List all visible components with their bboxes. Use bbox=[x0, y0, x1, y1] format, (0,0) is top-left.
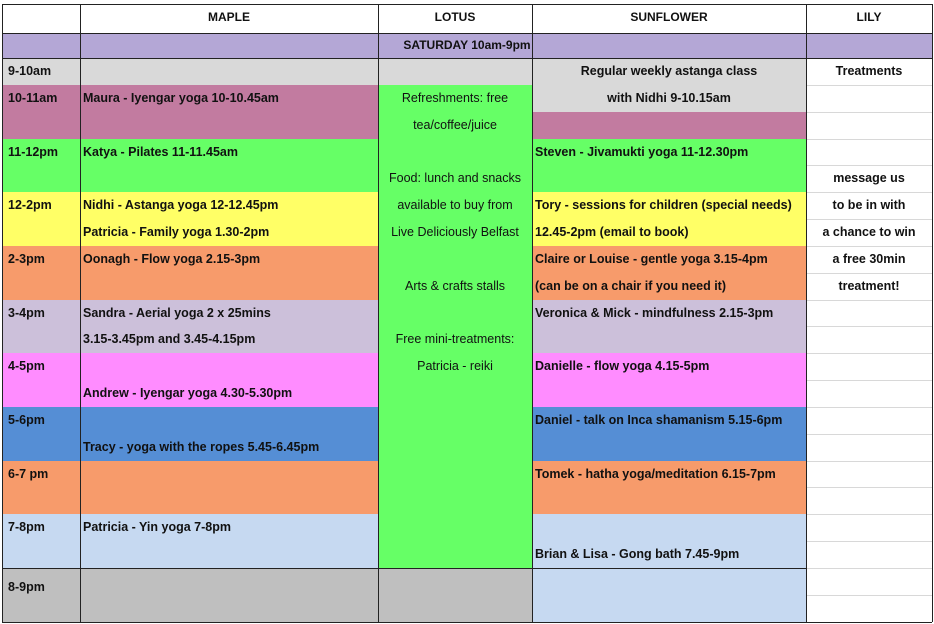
lotus-info: available to buy from bbox=[397, 198, 513, 212]
lily-info: a chance to win bbox=[822, 225, 916, 239]
lily-info: treatment! bbox=[838, 279, 900, 293]
sunflower-session[interactable]: Brian & Lisa - Gong bath 7.45-9pm bbox=[535, 547, 740, 561]
lotus-info: tea/coffee/juice bbox=[413, 118, 497, 132]
column-header-maple[interactable]: MAPLE bbox=[208, 10, 250, 24]
lotus-info: Patricia - reiki bbox=[417, 359, 493, 373]
time-slot-label: 6-7 pm bbox=[8, 467, 49, 481]
time-slot-label: 11-12pm bbox=[8, 145, 59, 159]
row-divider bbox=[2, 58, 932, 59]
column-divider bbox=[2, 4, 3, 622]
column-divider bbox=[532, 4, 533, 622]
time-slot-label: 9-10am bbox=[8, 64, 52, 78]
sunflower-session[interactable]: Steven - Jivamukti yoga 11-12.30pm bbox=[535, 145, 749, 159]
maple-session[interactable]: Maura - Iyengar yoga 10-10.45am bbox=[83, 91, 279, 105]
time-slot-label: 3-4pm bbox=[8, 306, 45, 320]
time-slot-label: 12-2pm bbox=[8, 198, 52, 212]
lotus-band-8pm bbox=[378, 568, 532, 622]
column-header-sunflower[interactable]: SUNFLOWER bbox=[630, 10, 708, 24]
time-slot-label: 2-3pm bbox=[8, 252, 45, 266]
header-blank bbox=[2, 2, 80, 33]
day-banner: SATURDAY 10am-9pm bbox=[2, 33, 932, 58]
maple-session[interactable]: Patricia - Family yoga 1.30-2pm bbox=[83, 225, 270, 239]
lotus-info: Refreshments: free bbox=[401, 91, 509, 105]
sunflower-session[interactable]: (can be on a chair if you need it) bbox=[535, 279, 727, 293]
row-divider bbox=[2, 622, 932, 623]
maple-session[interactable]: Oonagh - Flow yoga 2.15-3pm bbox=[83, 252, 261, 266]
lily-info: to be in with bbox=[832, 198, 906, 212]
lotus-info: Live Deliciously Belfast bbox=[391, 225, 519, 239]
time-slot-label: 5-6pm bbox=[8, 413, 45, 427]
sunflower-session[interactable]: 12.45-2pm (email to book) bbox=[535, 225, 689, 239]
column-divider bbox=[932, 4, 933, 622]
lily-info: a free 30min bbox=[832, 252, 906, 266]
column-header-lotus[interactable]: LOTUS bbox=[434, 10, 476, 24]
sunflower-session[interactable]: Daniel - talk on Inca shamanism 5.15-6pm bbox=[535, 413, 783, 427]
sunflower-band-mauve bbox=[532, 112, 806, 139]
column-divider bbox=[806, 4, 807, 622]
row-divider bbox=[2, 568, 806, 569]
row-divider bbox=[2, 4, 932, 5]
sunflower-session[interactable]: Claire or Louise - gentle yoga 3.15-4pm bbox=[535, 252, 768, 266]
sunflower-session[interactable]: Tomek - hatha yoga/meditation 6.15-7pm bbox=[535, 467, 776, 481]
row-divider bbox=[2, 33, 932, 34]
sunflower-session[interactable]: Danielle - flow yoga 4.15-5pm bbox=[535, 359, 710, 373]
maple-session[interactable]: Tracy - yoga with the ropes 5.45-6.45pm bbox=[83, 440, 320, 454]
maple-session[interactable]: Andrew - Iyengar yoga 4.30-5.30pm bbox=[83, 386, 293, 400]
column-header-lily[interactable]: LILY bbox=[856, 10, 882, 24]
lotus-info: Arts & crafts stalls bbox=[404, 279, 506, 293]
sunflower-session[interactable]: with Nidhi 9-10.15am bbox=[607, 91, 731, 105]
maple-session[interactable]: Patricia - Yin yoga 7-8pm bbox=[83, 520, 231, 534]
time-slot-label: 4-5pm bbox=[8, 359, 45, 373]
maple-session[interactable]: 3.15-3.45pm and 3.45-4.15pm bbox=[83, 332, 256, 346]
column-divider bbox=[80, 4, 81, 622]
sunflower-session[interactable]: Veronica & Mick - mindfulness 2.15-3pm bbox=[535, 306, 774, 320]
lotus-info: Free mini-treatments: bbox=[395, 332, 515, 346]
sunflower-session[interactable]: Regular weekly astanga class bbox=[580, 64, 758, 78]
maple-session[interactable]: Katya - Pilates 11-11.45am bbox=[83, 145, 238, 159]
column-divider bbox=[378, 4, 379, 622]
maple-session[interactable]: Nidhi - Astanga yoga 12-12.45pm bbox=[83, 198, 279, 212]
time-slot-label: 10-11am bbox=[8, 91, 58, 105]
time-slot-label: 8-9pm bbox=[8, 580, 45, 594]
lotus-info: Food: lunch and snacks bbox=[388, 171, 522, 185]
maple-band-8pm bbox=[80, 568, 378, 622]
sunflower-session[interactable]: Tory - sessions for children (special needs) bbox=[535, 198, 792, 212]
lily-info: Treatments bbox=[835, 64, 903, 78]
maple-session[interactable]: Sandra - Aerial yoga 2 x 25mins bbox=[83, 306, 271, 320]
time-slot-label: 7-8pm bbox=[8, 520, 45, 534]
lily-info: message us bbox=[833, 171, 905, 185]
maple-band-9am bbox=[80, 58, 378, 85]
lotus-band-9am bbox=[378, 58, 532, 85]
